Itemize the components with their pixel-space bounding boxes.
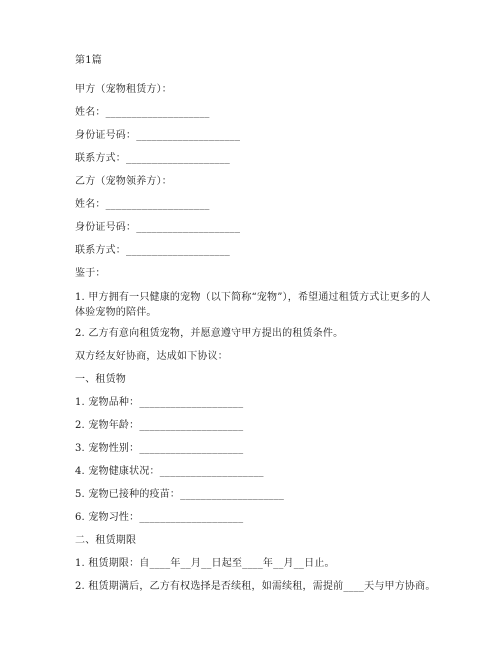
rental-item-heading: 一、租赁物 bbox=[75, 374, 126, 385]
whereas-clause-2: 2. 乙方有意向租赁宠物，并愿意遵守甲方提出的租赁条件。 bbox=[75, 328, 344, 339]
party-b-heading: 乙方（宠物领养方）： bbox=[75, 176, 172, 187]
whereas-clause-1: 1. 甲方拥有一只健康的宠物（以下简称“宠物”），希望通过租赁方式让更多的人体验宠物的陪伴。 bbox=[75, 292, 431, 318]
agreement-intro: 双方经友好协商，达成如下协议： bbox=[75, 351, 228, 362]
pet-health-field: 4. 宠物健康状况：____________________ bbox=[75, 466, 264, 477]
pet-breed-field: 1. 宠物品种：____________________ bbox=[75, 397, 244, 408]
rental-term-clause-2: 2. 租赁期满后，乙方有权选择是否续租，如需续租，需提前____天与甲方协商。 bbox=[75, 581, 436, 592]
pet-age-field: 2. 宠物年龄：____________________ bbox=[75, 420, 244, 431]
party-a-id-field: 身份证号码：____________________ bbox=[75, 130, 241, 141]
pet-gender-field: 3. 宠物性别：____________________ bbox=[75, 443, 244, 454]
whereas-heading: 鉴于： bbox=[75, 268, 106, 279]
rental-term-clause-1: 1. 租赁期限：自____年__月__日起至____年__月__日止。 bbox=[75, 558, 335, 569]
section-heading: 第1篇 bbox=[75, 55, 102, 66]
party-a-name-field: 姓名：____________________ bbox=[75, 107, 210, 118]
party-a-contact-field: 联系方式：____________________ bbox=[75, 153, 230, 164]
rental-term-heading: 二、租赁期限 bbox=[75, 535, 137, 546]
pet-habits-field: 6. 宠物习性：____________________ bbox=[75, 512, 244, 523]
party-b-id-field: 身份证号码：____________________ bbox=[75, 222, 241, 233]
party-a-heading: 甲方（宠物租赁方）： bbox=[75, 84, 172, 95]
pet-vaccine-field: 5. 宠物已接种的疫苗：____________________ bbox=[75, 489, 285, 500]
party-b-contact-field: 联系方式：____________________ bbox=[75, 245, 230, 256]
party-b-name-field: 姓名：____________________ bbox=[75, 199, 210, 210]
